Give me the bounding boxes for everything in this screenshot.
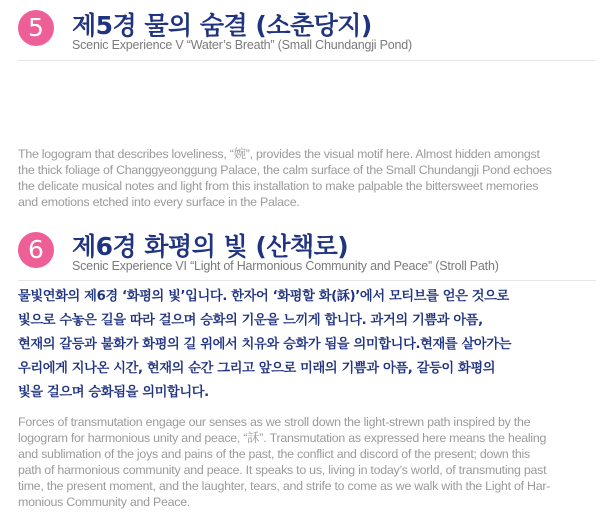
section-6-english-line: time, the present moment, and the laughter, tears, and strife to come as we walk with the Light of Har- — [18, 479, 551, 493]
section-5-english-line: and emotions etched into every surface in the Palace. — [18, 195, 300, 209]
section-6-korean-line: 빛으로 수놓은 길을 따라 걸으며 승화의 기운을 느끼게 합니다. 과거의 기쁨과 아픔, — [18, 313, 483, 328]
section-6-english-line: logogram for harmonious unity and peace, “訸”. Transmutation as expressed here means the healing — [18, 431, 547, 445]
section-6-english-line: Forces of transmutation engage our senses as we stroll down the light-strewn path inspired by the — [18, 415, 531, 429]
section-6-english-line: path of harmonious community and peace. It speaks to us, living in today’s world, of transmuting past — [18, 463, 547, 477]
section-6-subtitle: Scenic Experience VI “Light of Harmonious Community and Peace” (Stroll Path) — [72, 259, 499, 273]
section-6-number-badge: 6 — [18, 232, 54, 268]
section-5-english-line: The logogram that describes loveliness, “婉”, provides the visual motif here. Almost hidden amongst — [18, 147, 540, 161]
section-6-english-description — [18, 414, 598, 510]
section-5-number-badge: 5 — [18, 10, 54, 46]
section-5-subtitle: Scenic Experience V “Water’s Breath” (Small Chundangji Pond) — [72, 38, 413, 52]
section-6-english-line: and sublimation of the joys and pains of the past, the conflict and discord of the present; down this — [18, 447, 531, 461]
section-5-title: 제5경 물의 숨결 (소춘당지) — [72, 11, 372, 40]
section-5-divider — [18, 60, 596, 61]
section-5-english-line: the thick foliage of Changgyeonggung Palace, the calm surface of the Small Chundangji Pond echoes — [18, 163, 552, 177]
section-6-korean-line: 빛을 걸으며 승화됨을 의미합니다. — [18, 385, 209, 400]
section-6-title: 제6경 화평의 빛 (산책로) — [72, 232, 349, 261]
section-6-english-line: monious Community and Peace. — [18, 495, 191, 509]
section-6-divider — [18, 280, 596, 281]
section-6-korean-description — [18, 285, 598, 405]
section-6-korean-line: 우리에게 지나온 시간, 현재의 순간 그리고 앞으로 미래의 기쁨과 아픔, 갈등이 화평의 — [18, 361, 496, 376]
section-6-korean-line: 현재의 갈등과 불화가 화평의 길 위에서 치유와 승화가 됨을 의미합니다.현재를 살아가는 — [18, 337, 512, 352]
section-5-english-line: the delicate musical notes and light from this installation to make palpable the bittersweet memories — [18, 179, 539, 193]
section-6-korean-line: 물빛연화의 제6경 ‘화평의 빛’입니다. 한자어 ‘화평할 화(訸)’에서 모티브를 얻은 것으로 — [18, 289, 509, 304]
section-5-english-description — [18, 146, 598, 210]
